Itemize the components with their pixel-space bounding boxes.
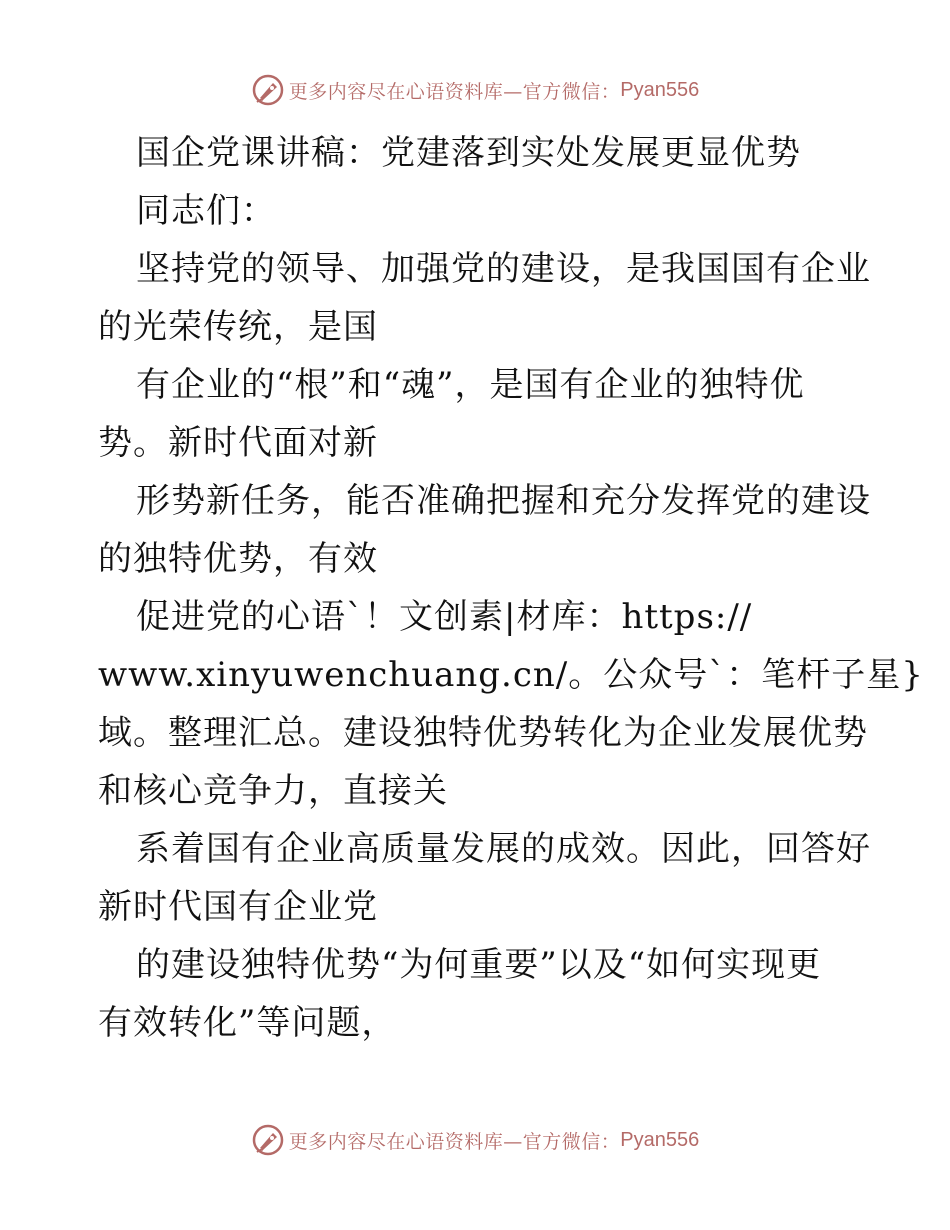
paragraph-line: www.xinyuwenchuang.cn/。公众号`：笔杆子星} — [98, 655, 924, 695]
paragraph-line: 势。新时代面对新 — [98, 423, 378, 463]
paragraph-line: 同志们： — [136, 191, 276, 231]
pen-nib-logo-icon — [251, 1123, 285, 1157]
banner-text: 更多内容尽在心语资料库—官方微信： — [288, 80, 621, 103]
paragraph-line: 系着国有企业高质量发展的成效。因此，回答好 — [136, 829, 871, 869]
paragraph-line: 促进党的心语`！文创素|材库：https:// — [136, 597, 753, 637]
banner-wechat-id: Pyan556 — [620, 1128, 700, 1151]
pen-nib-logo-icon — [251, 73, 285, 107]
banner-wechat-id: Pyan556 — [620, 78, 700, 101]
paragraph-line: 域。整理汇总。建设独特优势转化为企业发展优势 — [98, 713, 868, 753]
paragraph-line: 的建设独特优势“为何重要”以及“如何实现更 — [136, 945, 822, 985]
paragraph-line: 的独特优势，有效 — [98, 539, 378, 579]
paragraph-line: 形势新任务，能否准确把握和充分发挥党的建设 — [136, 481, 871, 521]
paragraph-line: 和核心竞争力，直接关 — [98, 771, 448, 811]
paragraph-line: 有效转化”等问题， — [98, 1003, 397, 1043]
document-body — [98, 124, 924, 1052]
banner-text: 更多内容尽在心语资料库—官方微信： — [288, 1130, 621, 1153]
paragraph-line: 坚持党的领导、加强党的建设，是我国国有企业 — [136, 249, 871, 289]
paragraph-line: 的光荣传统，是国 — [98, 307, 378, 347]
header-banner — [0, 70, 950, 110]
paragraph-line: 新时代国有企业党 — [98, 887, 378, 927]
footer-banner — [0, 1120, 950, 1160]
paragraph-line: 有企业的“根”和“魂”，是国有企业的独特优 — [136, 365, 805, 405]
document-title: 国企党课讲稿：党建落到实处发展更显优势 — [136, 133, 801, 173]
